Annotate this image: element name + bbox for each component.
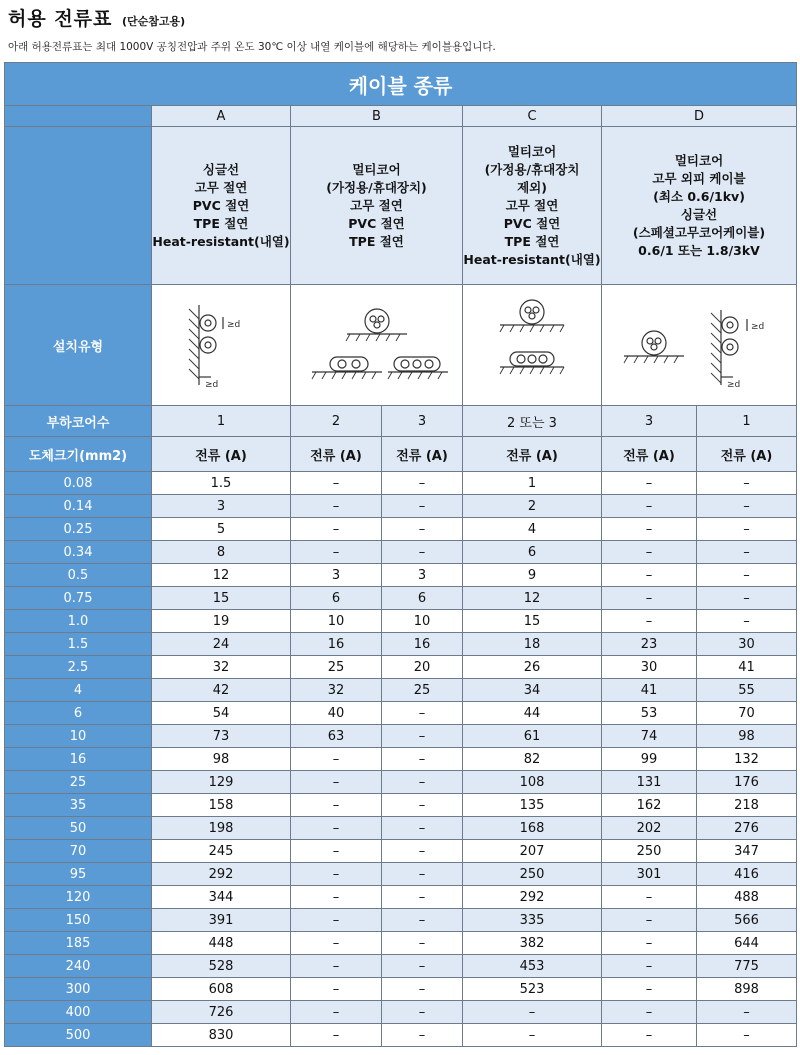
current-value-cell: –: [382, 978, 463, 1001]
current-value-cell: –: [602, 472, 697, 495]
conductor-size-cell: 0.5: [5, 564, 152, 587]
current-value-cell: –: [291, 955, 382, 978]
description-line: (가정용/휴대장치): [326, 179, 427, 195]
current-value-cell: –: [291, 863, 382, 886]
current-value-cell: 608: [152, 978, 291, 1001]
current-value-cell: 25: [382, 679, 463, 702]
current-value-cell: 63: [291, 725, 382, 748]
current-value-cell: 726: [152, 1001, 291, 1024]
current-value-cell: –: [602, 978, 697, 1001]
current-value-cell: 4: [463, 518, 602, 541]
current-value-cell: 30: [602, 656, 697, 679]
current-value-cell: –: [291, 978, 382, 1001]
current-value-cell: 198: [152, 817, 291, 840]
cable-wall-mount-icon: [181, 295, 261, 395]
current-value-cell: 98: [697, 725, 797, 748]
conductor-size-cell: 35: [5, 794, 152, 817]
description-line: PVC 절연: [503, 215, 561, 231]
conductor-size-cell: 1.0: [5, 610, 152, 633]
current-value-cell: 25: [291, 656, 382, 679]
current-value-cell: 82: [463, 748, 602, 771]
cable-floor-and-wall-icon: [609, 295, 789, 395]
current-value-cell: 129: [152, 771, 291, 794]
table-row: [5, 794, 797, 817]
cores-cell: 1: [697, 406, 797, 437]
current-value-cell: 42: [152, 679, 291, 702]
current-value-cell: –: [382, 1001, 463, 1024]
unit-header-cell: 전류 (A): [291, 437, 382, 472]
current-value-cell: 15: [152, 587, 291, 610]
current-value-cell: –: [291, 495, 382, 518]
current-value-cell: 32: [291, 679, 382, 702]
current-value-cell: 8: [152, 541, 291, 564]
conductor-size-cell: 300: [5, 978, 152, 1001]
table-row: [5, 725, 797, 748]
current-value-cell: 70: [697, 702, 797, 725]
current-value-cell: 2: [463, 495, 602, 518]
current-value-cell: 135: [463, 794, 602, 817]
column-header-b: B: [291, 106, 463, 127]
table-row: [5, 840, 797, 863]
current-value-cell: 15: [463, 610, 602, 633]
table-row: [5, 472, 797, 495]
current-value-cell: 61: [463, 725, 602, 748]
current-value-cell: 16: [291, 633, 382, 656]
description-line: (스페셜고무코어케이블): [632, 224, 766, 240]
cores-cell: 3: [382, 406, 463, 437]
description-line: 싱글선: [680, 206, 718, 222]
conductor-size-cell: 185: [5, 932, 152, 955]
conductor-size-cell: 150: [5, 909, 152, 932]
column-header-d: D: [602, 106, 797, 127]
current-value-cell: 3: [152, 495, 291, 518]
conductor-size-cell: 10: [5, 725, 152, 748]
description-cell-c: [463, 127, 602, 285]
svg-text:≥d: ≥d: [227, 320, 241, 330]
current-value-cell: –: [291, 541, 382, 564]
conductor-size-cell: 500: [5, 1024, 152, 1047]
current-value-cell: 218: [697, 794, 797, 817]
current-value-cell: 19: [152, 610, 291, 633]
current-value-cell: 830: [152, 1024, 291, 1047]
current-value-cell: 108: [463, 771, 602, 794]
description-line: PVC 절연: [348, 215, 405, 231]
current-value-cell: –: [602, 886, 697, 909]
current-value-cell: 453: [463, 955, 602, 978]
current-value-cell: –: [382, 817, 463, 840]
table-row: [5, 656, 797, 679]
current-value-cell: 6: [291, 587, 382, 610]
current-value-cell: –: [382, 771, 463, 794]
description-line: Heat-resistant(내열): [152, 233, 290, 249]
corner-cell: [5, 106, 152, 127]
current-value-cell: –: [697, 1024, 797, 1047]
current-value-cell: –: [602, 518, 697, 541]
table-row: [5, 1001, 797, 1024]
current-value-cell: 523: [463, 978, 602, 1001]
current-value-cell: 162: [602, 794, 697, 817]
current-value-cell: –: [291, 472, 382, 495]
current-value-cell: –: [382, 886, 463, 909]
description-a: [152, 161, 290, 251]
current-value-cell: –: [291, 1001, 382, 1024]
table-row: [5, 817, 797, 840]
table-row: [5, 541, 797, 564]
table-row: [5, 886, 797, 909]
current-value-cell: –: [291, 909, 382, 932]
current-value-cell: 301: [602, 863, 697, 886]
description-line: 멀티코어: [674, 152, 724, 168]
install-cell-c: [463, 285, 602, 406]
current-value-cell: –: [602, 587, 697, 610]
cores-cell: 3: [602, 406, 697, 437]
current-value-cell: 250: [463, 863, 602, 886]
description-line: 고무 절연: [505, 197, 559, 213]
table-row: [5, 863, 797, 886]
current-value-cell: 41: [602, 679, 697, 702]
current-value-cell: 644: [697, 932, 797, 955]
current-value-cell: 775: [697, 955, 797, 978]
unit-header-cell: 전류 (A): [697, 437, 797, 472]
current-value-cell: –: [382, 702, 463, 725]
current-value-cell: 6: [463, 541, 602, 564]
conductor-size-cell: 240: [5, 955, 152, 978]
current-value-cell: 6: [382, 587, 463, 610]
current-value-cell: –: [602, 909, 697, 932]
table-row: [5, 955, 797, 978]
current-value-cell: 448: [152, 932, 291, 955]
current-value-cell: –: [291, 794, 382, 817]
conductor-size-cell: 95: [5, 863, 152, 886]
current-value-cell: 1: [463, 472, 602, 495]
current-value-cell: 30: [697, 633, 797, 656]
cable-floor-icon: [302, 295, 452, 395]
description-d: [602, 152, 796, 260]
cores-cell: 1: [152, 406, 291, 437]
current-value-cell: –: [382, 518, 463, 541]
column-header-a: A: [152, 106, 291, 127]
current-value-cell: –: [291, 748, 382, 771]
current-value-cell: –: [382, 495, 463, 518]
current-value-cell: 3: [382, 564, 463, 587]
current-value-cell: –: [291, 932, 382, 955]
current-value-cell: 131: [602, 771, 697, 794]
current-value-cell: 566: [697, 909, 797, 932]
current-value-cell: 9: [463, 564, 602, 587]
page-title: [8, 4, 185, 31]
current-value-cell: 292: [152, 863, 291, 886]
current-value-cell: –: [382, 472, 463, 495]
current-value-cell: –: [602, 1024, 697, 1047]
table-row: [5, 978, 797, 1001]
conductor-size-cell: 6: [5, 702, 152, 725]
current-value-cell: –: [697, 518, 797, 541]
current-value-cell: –: [697, 610, 797, 633]
current-value-cell: –: [291, 840, 382, 863]
current-value-cell: –: [463, 1024, 602, 1047]
current-value-cell: –: [697, 495, 797, 518]
current-value-cell: 344: [152, 886, 291, 909]
description-line: TPE 절연: [349, 233, 404, 249]
unit-header-cell: 전류 (A): [382, 437, 463, 472]
current-value-cell: –: [291, 817, 382, 840]
current-value-cell: –: [602, 1001, 697, 1024]
current-value-cell: –: [291, 771, 382, 794]
current-value-cell: 98: [152, 748, 291, 771]
current-value-cell: 5: [152, 518, 291, 541]
description-line: TPE 절연: [504, 233, 560, 249]
description-line: (최소 0.6/1kv): [653, 188, 745, 204]
current-value-cell: 55: [697, 679, 797, 702]
current-value-cell: 34: [463, 679, 602, 702]
current-value-cell: 488: [697, 886, 797, 909]
current-value-cell: 207: [463, 840, 602, 863]
unit-header-cell: 전류 (A): [152, 437, 291, 472]
description-line: 고무 외피 케이블: [652, 170, 746, 186]
description-c: [463, 143, 601, 269]
current-value-cell: 1.5: [152, 472, 291, 495]
description-cell-d: [602, 127, 797, 285]
current-value-cell: –: [382, 863, 463, 886]
current-value-cell: 12: [463, 587, 602, 610]
current-value-cell: –: [291, 1024, 382, 1047]
table-row: [5, 518, 797, 541]
current-value-cell: 292: [463, 886, 602, 909]
current-value-cell: 16: [382, 633, 463, 656]
current-value-cell: 10: [382, 610, 463, 633]
current-value-cell: –: [382, 909, 463, 932]
current-value-cell: –: [291, 886, 382, 909]
current-value-cell: 158: [152, 794, 291, 817]
unit-header-cell: 전류 (A): [602, 437, 697, 472]
current-value-cell: –: [382, 932, 463, 955]
current-value-cell: 20: [382, 656, 463, 679]
current-value-cell: 18: [463, 633, 602, 656]
current-value-cell: 528: [152, 955, 291, 978]
table-row: [5, 909, 797, 932]
table-row: [5, 932, 797, 955]
current-value-cell: –: [382, 541, 463, 564]
current-value-cell: 276: [697, 817, 797, 840]
current-value-cell: –: [697, 564, 797, 587]
description-line: 싱글선: [202, 161, 240, 177]
description-line: Heat-resistant(내열): [463, 251, 601, 267]
current-value-cell: –: [382, 794, 463, 817]
title-subtitle: (단순참고용): [122, 15, 186, 28]
ampacity-table: [4, 62, 797, 1047]
description-line: 고무 절연: [350, 197, 403, 213]
conductor-size-cell: 0.34: [5, 541, 152, 564]
cores-cell: 2: [291, 406, 382, 437]
current-value-cell: 32: [152, 656, 291, 679]
current-value-cell: –: [602, 564, 697, 587]
current-value-cell: 3: [291, 564, 382, 587]
description-line: 고무 절연: [194, 179, 248, 195]
description-b: [291, 161, 462, 251]
current-value-cell: 73: [152, 725, 291, 748]
current-value-cell: 898: [697, 978, 797, 1001]
current-value-cell: –: [291, 518, 382, 541]
current-value-cell: 24: [152, 633, 291, 656]
current-value-cell: 347: [697, 840, 797, 863]
current-value-cell: 416: [697, 863, 797, 886]
cores-label: 부하코어수: [5, 406, 152, 437]
current-value-cell: –: [382, 725, 463, 748]
table-row: [5, 610, 797, 633]
current-value-cell: –: [602, 610, 697, 633]
current-value-cell: –: [697, 472, 797, 495]
table-row: [5, 702, 797, 725]
install-cell-a: [152, 285, 291, 406]
cable-type-header: 케이블 종류: [5, 63, 797, 106]
current-value-cell: 23: [602, 633, 697, 656]
conductor-size-cell: 25: [5, 771, 152, 794]
current-value-cell: 99: [602, 748, 697, 771]
description-line: 제외): [517, 179, 547, 195]
conductor-size-cell: 120: [5, 886, 152, 909]
current-value-cell: 382: [463, 932, 602, 955]
description-line: 0.6/1 또는 1.8/3kV: [638, 242, 760, 258]
size-label: 도체크기(mm2): [5, 437, 152, 472]
table-row: [5, 495, 797, 518]
table-row: [5, 748, 797, 771]
install-cell-b: [291, 285, 463, 406]
current-value-cell: 391: [152, 909, 291, 932]
current-value-cell: 176: [697, 771, 797, 794]
current-value-cell: 12: [152, 564, 291, 587]
current-value-cell: –: [697, 541, 797, 564]
svg-text:≥d: ≥d: [727, 380, 741, 390]
current-value-cell: –: [382, 955, 463, 978]
table-row: [5, 771, 797, 794]
page-description: 아래 허용전류표는 최대 1000V 공칭전압과 주위 온도 30℃ 이상 내열 케이블에 해당하는 케이블용입니다.: [8, 41, 496, 53]
current-value-cell: 202: [602, 817, 697, 840]
current-value-cell: –: [602, 955, 697, 978]
description-line: 멀티코어: [507, 143, 557, 159]
table-row: [5, 564, 797, 587]
description-line: (가정용/휴대장치: [484, 161, 580, 177]
current-value-cell: 250: [602, 840, 697, 863]
conductor-size-cell: 2.5: [5, 656, 152, 679]
column-header-c: C: [463, 106, 602, 127]
conductor-size-cell: 50: [5, 817, 152, 840]
current-value-cell: 132: [697, 748, 797, 771]
conductor-size-cell: 0.25: [5, 518, 152, 541]
conductor-size-cell: 1.5: [5, 633, 152, 656]
current-value-cell: –: [382, 1024, 463, 1047]
current-value-cell: 168: [463, 817, 602, 840]
table-row: [5, 1024, 797, 1047]
conductor-size-cell: 4: [5, 679, 152, 702]
description-cell-b: [291, 127, 463, 285]
description-line: 멀티코어: [352, 161, 401, 177]
current-value-cell: 41: [697, 656, 797, 679]
install-type-label: 설치유형: [5, 285, 152, 406]
current-value-cell: –: [382, 840, 463, 863]
conductor-size-cell: 16: [5, 748, 152, 771]
svg-text:≥d: ≥d: [751, 322, 765, 332]
table-row: [5, 679, 797, 702]
current-value-cell: –: [602, 932, 697, 955]
current-value-cell: 335: [463, 909, 602, 932]
table-row: [5, 587, 797, 610]
conductor-size-cell: 70: [5, 840, 152, 863]
install-cell-d: [602, 285, 797, 406]
description-line: PVC 절연: [192, 197, 250, 213]
description-cell-a: [152, 127, 291, 285]
unit-header-cell: 전류 (A): [463, 437, 602, 472]
svg-text:≥d: ≥d: [205, 380, 219, 390]
current-value-cell: –: [602, 541, 697, 564]
cable-stacked-icon: [482, 290, 582, 400]
conductor-size-cell: 0.75: [5, 587, 152, 610]
description-line: TPE 절연: [193, 215, 249, 231]
cores-cell: 2 또는 3: [463, 406, 602, 437]
current-value-cell: –: [463, 1001, 602, 1024]
title-text: 허용 전류표: [8, 8, 113, 30]
current-value-cell: 26: [463, 656, 602, 679]
conductor-size-cell: 400: [5, 1001, 152, 1024]
current-value-cell: 40: [291, 702, 382, 725]
current-value-cell: 44: [463, 702, 602, 725]
current-value-cell: –: [697, 587, 797, 610]
description-label-cell: [5, 127, 152, 285]
current-value-cell: 10: [291, 610, 382, 633]
current-value-cell: 54: [152, 702, 291, 725]
conductor-size-cell: 0.08: [5, 472, 152, 495]
current-value-cell: –: [382, 748, 463, 771]
table-row: [5, 633, 797, 656]
current-value-cell: –: [697, 1001, 797, 1024]
current-value-cell: 53: [602, 702, 697, 725]
conductor-size-cell: 0.14: [5, 495, 152, 518]
current-value-cell: 245: [152, 840, 291, 863]
current-value-cell: 74: [602, 725, 697, 748]
current-value-cell: –: [602, 495, 697, 518]
